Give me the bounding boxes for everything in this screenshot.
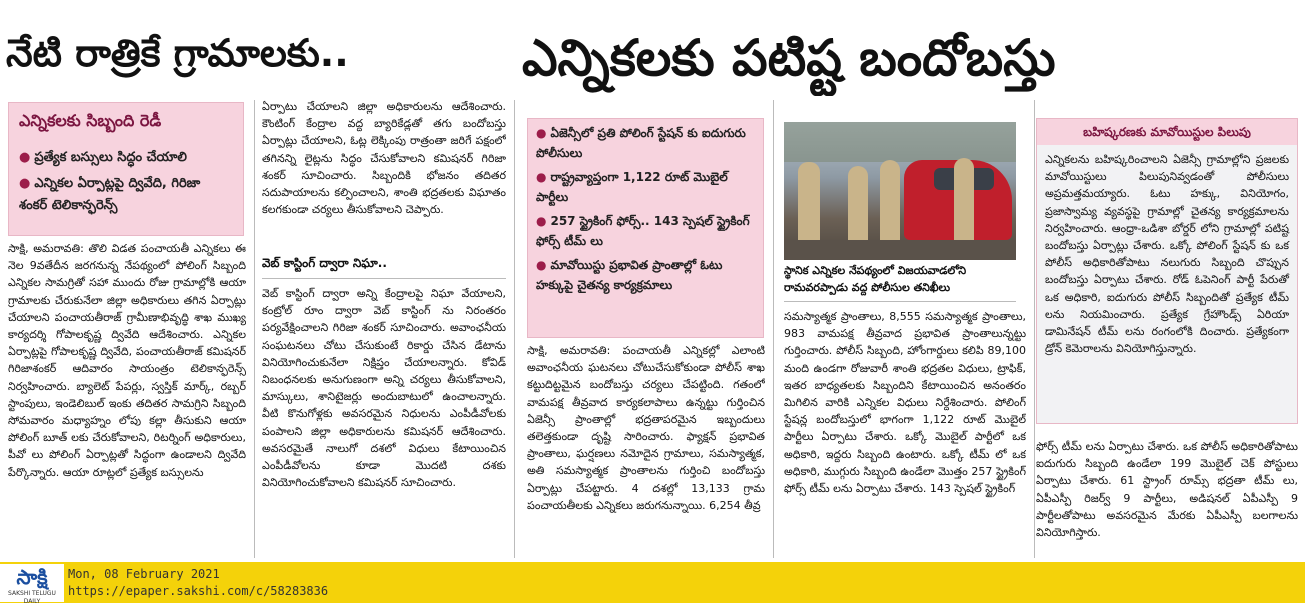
- logo-subtext: SAKSHI TELUGU DAILY: [8, 590, 56, 605]
- webcasting-subhead: వెబ్ కాస్టింగ్ ద్వారా నిఘా..: [262, 256, 387, 270]
- bullet-icon: ●: [19, 150, 31, 165]
- staff-article-continued: ఏర్పాటు చేయాలని జిల్లా అధికారులను ఆదేశించారు. కౌంటింగ్ కేంద్రాల వద్ద బ్యారికేడ్లతో తగు బందోబస్తు ఏర్పాట్లు చేయాలని, ఓట్ల లెక్కింపు రాత్రంతా జరిగే పక్షంలో తగినన్ని లైట్లను సిద్ధం చేసుకోవాలని కమిషనర్ గిరిజా శంకర్ సూచించారు. సిబ్బందికి భోజనం తదితర సదుపాయాలను కల్పించాలని, శాంతి భద్రతలకు విఘాతం కలగకుండా చర్యలు తీసుకోవాలని చెప్పారు.: [262, 100, 506, 217]
- bullet-icon: ●: [536, 214, 547, 228]
- staff-ready-box: [8, 102, 244, 236]
- bullet-icon: ●: [536, 126, 547, 140]
- photo-caption: స్థానిక ఎన్నికల నేపథ్యంలో విజయవాడలోని రామవరప్పాడు వద్ద పోలీసుల తనిఖీలు: [784, 264, 967, 294]
- maoist-box-body: ఎన్నికలను బహిష్కరించాలని ఏజెన్సీ గ్రామాల్లోని ప్రజలకు మావోయిస్టులు పిలుపునివ్వడంతో పోలీసులు అప్రమత్తమయ్యారు. ఓటు హక్కు, వినియోగం, ప్రజాస్వామ్య వ్యవస్థపై గ్రామాల్లో చైతన్య కార్యక్రమాలను నిర్వహించారు. ఆంధ్రా-ఒడిశా బోర్డర్ లోని గ్రామాల్లో పటిష్ట బందోబస్తు ఏర్పాట్లు చేశారు. ఒక్కో పోలింగ్ స్టేషన్ కు ఒక పోలీస్ అధికారితోపాటు నలుగురు సిబ్బంది చొప్పున బందోబస్తు ఏర్పాటు చేశారు. రోడ్ ఓపెనింగ్ పార్టీ పేరుతో ఒక అధికారి, ఐదుగురు పోలీస్ సిబ్బందితో ప్రత్యేక టీమ్ లను నియమించారు. ప్రత్యేక గ్రేహౌండ్స్ ఏరియా డామినేషన్ టీమ్ లను రంగంలోకి దించారు. ప్రత్యేకంగా డ్రోన్ కెమెరాలను వినియోగిస్తున్నారు.: [1045, 153, 1289, 356]
- headline-right: ఎన్నికలకు పటిష్ట బందోబస్తు: [522, 29, 1056, 87]
- column-divider: [514, 100, 515, 558]
- caption-divider: [784, 301, 1016, 302]
- photo-road: [784, 240, 1016, 260]
- subhead-divider: [262, 278, 506, 279]
- sakshi-logo: [0, 564, 64, 605]
- police-highlights-box: [527, 118, 764, 338]
- maoist-box-title: బహిష్కరణకు మావోయిస్టుల పిలుపు: [1083, 125, 1251, 139]
- police-bullet-2: ● రాష్ట్రవ్యాప్తంగా 1,122 రూట్ మొబైల్ పార్టీలు: [536, 170, 728, 204]
- police-article-continued: సమస్యాత్మక ప్రాంతాలు, 8,555 సమస్యాత్మక ప్రాంతాలు, 983 వామపక్ష తీవ్రవాద ప్రభావిత ప్రాంతాలున్నట్టు గుర్తించారు. పోలీస్ సిబ్బంది, హోంగార్డులు కలిపి 89,100 మంది ఉండగా రోజువారీ శాంతి భద్రతల విధులు, ట్రాఫిక్, ఇతర బాధ్యతలకు సిబ్బందిని కేటాయించిన అనంతరం మిగిలిన వారికి ఎన్నికల విధులు నిర్దేశించారు. పోలింగ్ స్టేషన్ల బందోబస్తులో భాగంగా 1,122 రూట్ మొబైల్ పార్టీలు ఏర్పాటు చేశారు. ఒక్కో మొబైల్ పార్టీలో ఒక అధికారి, ఇద్దరు సిబ్బంది ఉంటారు. ఒక్కో టీమ్ లో ఒక అధికారి, ముగ్గురు సిబ్బంది ఉండేలా మొత్తం 257 స్ట్రైకింగ్ ఫోర్స్ టీమ్ లను ఏర్పాటు చేశారు. 143 స్పెషల్ స్ట్రైకింగ్: [784, 310, 1026, 496]
- bullet-icon: ●: [536, 170, 547, 184]
- maoist-boycott-box: [1036, 118, 1298, 424]
- footer-url[interactable]: https://epaper.sakshi.com/c/58283836: [68, 584, 329, 598]
- police-article-end: ఫోర్స్ టీమ్ లను ఏర్పాటు చేశారు. ఒక పోలీస్ అధికారితోపాటు ఐదుగురు సిబ్బంది ఉండేలా 199 మొబైల్ చెక్ పోస్టులు ఏర్పాటు చేశారు. 61 స్ట్రాంగ్ రూమ్స్ భద్రతా టీమ్ లు, ఏపీఎస్పీ రిజర్వ్ 9 పార్టీలు, అడిషనల్ ఏపీఎస్పీ 9 పార్టీలతోపాటు అవసరమైన మేరకు ఏపీఎస్పీ బలగాలను వినియోగిస్తారు.: [1036, 440, 1298, 540]
- column-divider: [1034, 100, 1035, 558]
- bullet-icon: ●: [536, 258, 547, 272]
- logo-text: సాక్షి: [16, 565, 48, 589]
- staff-article-body: సాక్షి, అమరావతి: తొలి విడత పంచాయతీ ఎన్నికలు ఈ నెల 9వతేదీన జరగనున్న నేపథ్యంలో పోలింగ్ సిబ్బంది ఎన్నికల సామగ్రితో సహా ముందు రోజు గ్రామాల్లోకి ఆయా గ్రామాలకు చేరుకునేలా జిల్లా అధికారులు తగిన ఏర్పాట్లు చేయాలని పంచాయతీరాజ్ గ్రామీణాభివృద్ధి శాఖ ముఖ్య కార్యదర్శి గోపాలకృష్ణ ద్వివేది ఆదేశించారు. ఎన్నికల ఏర్పాట్లపై గోపాలకృష్ణ ద్వివేది, పంచాయతీరాజ్ కమిషనర్ గిరిజాశంకర్ ఆదివారం సాయంత్రం టెలికాన్ఫరెన్స్ నిర్వహించారు. బ్యాలెట్ పేపర్లు, స్వస్తిక్ మార్క్, రబ్బర్ స్టాంపులు, ఇండెలిబుల్ ఇంకు తదితర సామగ్రిని సిబ్బంది సోమవారం మధ్యాహ్నం లోపు కల్లా తీసుకుని ఆయా పోలింగ్ బూత్ లకు చేరుకోవాలని, రిటర్నింగ్ అధికారులు, పీవో లు పోలింగ్ ఏర్పాట్లతో సిద్ధంగా ఉండాలని ద్వివేది పేర్కొన్నారు. ఆయా రూట్లలో ప్రత్యేక బస్సులను: [8, 242, 246, 479]
- police-bullet-1: ● ఏజెన్సీలో ప్రతి పోలింగ్ స్టేషన్ కు ఐదుగురు పోలీసులు: [536, 126, 746, 160]
- photo-tree-shade: [784, 122, 1016, 162]
- staff-bullet-2: ● ఎన్నికల ఏర్పాట్లపై ద్వివేది, గిరిజా శంకర్ టెలికాన్ఫరెన్స్: [19, 176, 201, 213]
- police-bullet-3: ● 257 స్ట్రైకింగ్ ఫోర్స్.. 143 స్పెషల్ స్ట్రైకింగ్ ఫోర్స్ టీమ్ లు: [536, 214, 750, 248]
- police-checking-photo: [784, 122, 1016, 260]
- staff-bullet-1: ● ప్రత్యేక బస్సులు సిద్ధం చేయాలి: [19, 150, 187, 165]
- police-article-body: సాక్షి, అమరావతి: పంచాయతీ ఎన్నికల్లో ఎలాంటి అవాంఛనీయ ఘటనలు చోటుచేసుకోకుండా పోలీస్ శాఖ కట్టుదిట్టమైన బందోబస్తు చర్యలు చేపట్టింది. గతంలో వామపక్ష తీవ్రవాద కార్యకలాపాలు ఉన్నట్టు గుర్తించిన ఏజెన్సీ ప్రాంతాల్లో భద్రతాపరమైన ఇబ్బందులు తలెత్తకుండా దృష్టి సారించారు. ఫ్యాక్షన్ ప్రభావిత ప్రాంతాలు, ఘర్షణలు నమోదైన గ్రామాలు, సమస్యాత్మక, అతి సమస్యాత్మక ప్రాంతాలను గుర్తించి బందోబస్తు ఏర్పాట్లు చేపట్టారు. 4 దశల్లో 13,133 గ్రామ పంచాయతీలకు ఎన్నికలు జరుగనున్నాయి. 6,254 తీవ్ర: [527, 344, 765, 512]
- webcasting-body: వెబ్ కాస్టింగ్ ద్వారా అన్ని కేంద్రాలపై నిఘా వేయాలని, కంట్రోల్ రూం ద్వారా వెబ్ కాస్టింగ్ ను నిరంతరం పర్యవేక్షించాలని గిరిజా శంకర్ సూచించారు. అవాంఛనీయ సంఘటనలు చోటు చేసుకుంటే రికార్డు చేసిన డేటాను వినియోగించుకునేలా నిక్షిప్తం చేయాలన్నారు. కోవిడ్ నిబంధనలకు అనుగుణంగా అన్ని చర్యలు తీసుకోవాలని, మాస్కులు, శానిటైజర్లు అందుబాటులో ఉంచాలన్నారు. వీటి కొనుగోళ్లకు అవసరమైన నిధులను ఎంపీడీవోలకు పంపాలని జిల్లా అధికారులను కమిషనర్ ఆదేశించారు. అవసరమైతే నాలుగో దశలో విధులు కేటాయించిన ఎంపీడీవోలను కూడా మొదటి దశకు వినియోగించుకోవాలని కమిషనర్ సూచించారు.: [262, 287, 506, 490]
- column-divider: [773, 100, 774, 558]
- bullet-icon: ●: [19, 176, 31, 191]
- headline-left: నేటి రాత్రికే గ్రామాలకు..: [6, 31, 349, 75]
- maoist-box-header: [1037, 119, 1297, 145]
- staff-ready-title: ఎన్నికలకు సిబ్బంది రెడీ: [19, 111, 162, 130]
- footer-date: Mon, 08 February 2021: [68, 567, 220, 581]
- column-divider: [254, 100, 255, 558]
- police-bullet-4: ● మావోయిస్టు ప్రభావిత ప్రాంతాల్లో ఓటు హక్కుపై చైతన్య కార్యక్రమాలు: [536, 258, 723, 292]
